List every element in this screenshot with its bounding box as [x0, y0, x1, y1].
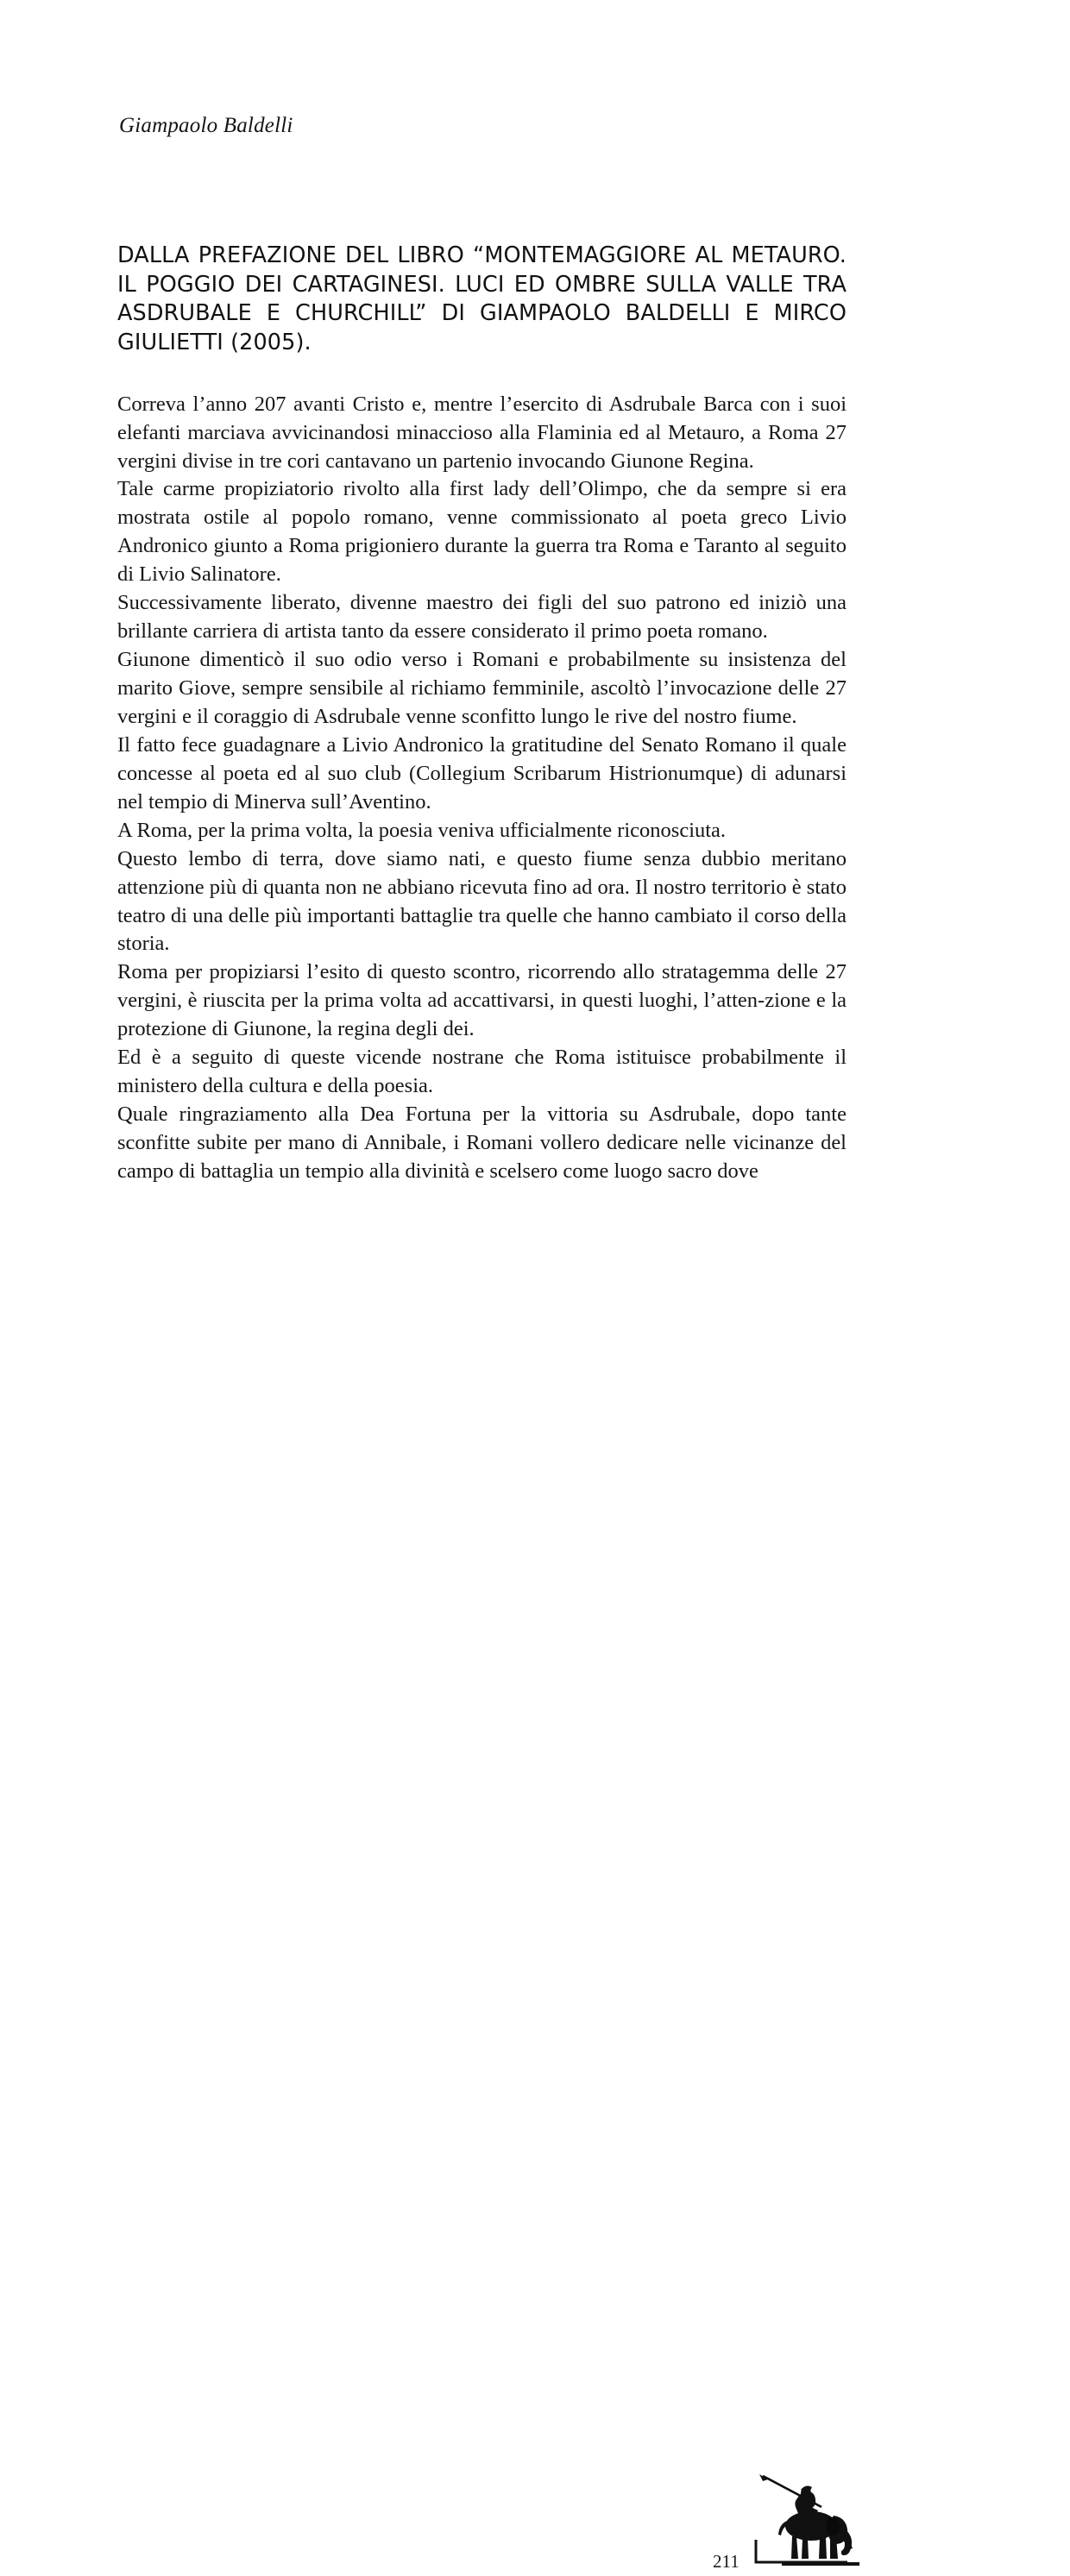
footer-rule — [756, 2536, 847, 2571]
paragraph: Il fatto fece guadagnare a Livio Andronico la gratitudine del Senato Romano il quale concesse al poeta ed al suo club (Collegium Scribarum Histrionumque) di adunarsi nel tempio di Minerva sull’Aventino. — [117, 732, 847, 814]
page-footer — [0, 1268, 1070, 2572]
page-content — [117, 114, 847, 1186]
paragraph: Successivamente liberato, divenne maestro dei figli del suo patrono ed iniziò una brillante carriera di artista tanto da essere considerato il primo poeta romano. — [117, 591, 847, 644]
paragraph: A Roma, per la prima volta, la poesia veniva ufficialmente riconosciuta. — [117, 818, 727, 842]
paragraph: Correva l’anno 207 avanti Cristo e, mentre l’esercito di Asdrubale Barca con i suoi elefanti marciava avvicinandosi minaccioso alla Flaminia ed al Metauro, a Roma 27 vergini divise in tre cori cantavano un partenio invocando Giunone Regina. — [117, 392, 847, 473]
paragraph: Tale carme propiziatorio rivolto alla first lady dell’Olimpo, che da sempre si era mostrata ostile al popolo romano, venne commissionato al poeta greco Livio Andronico giunto a Roma prigioniero durante la guerra tra Roma e Taranto al seguito di Livio Salinatore. — [117, 477, 847, 587]
section-heading: DALLA PREFAZIONE DEL LIBRO “MONTEMAGGIORE AL METAURO. IL POGGIO DEI CARTAGINESI. LUCI ED OMBRE SULLA VALLE TRA ASDRUBALE E CHURCHILL” DI GIAMPAOLO BALDELLI E MIRCO GIULIETTI (2005). — [117, 242, 847, 355]
body-text — [117, 391, 847, 1186]
page-number: 211 — [713, 2551, 740, 2572]
paragraph: Ed è a seguito di queste vicende nostrane che Roma istituisce probabilmente il ministero della cultura e della poesia. — [117, 1046, 847, 1098]
author-name: Giampaolo Baldelli — [119, 114, 293, 137]
paragraph: Questo lembo di terra, dove siamo nati, e questo fiume senza dubbio meritano attenzione più di quanta non ne abbiano ricevuta fino ad ora. Il nostro territorio è stato teatro di una delle più importanti battaglie tra quelle che hanno cambiato il corso della storia. — [117, 846, 847, 956]
paragraph: Giunone dimenticò il suo odio verso i Romani e probabilmente su insistenza del marito Giove, sempre sensibile al richiamo femminile, ascoltò l’invocazione delle 27 vergini e il coraggio di Asdrubale venne sconfitto lungo le rive del nostro fiume. — [117, 648, 847, 728]
paragraph: Roma per propiziarsi l’esito di questo scontro, ricorrendo allo stratagemma delle 27 vergini, è riuscita per la prima volta ad accattivarsi, in questi luoghi, l’atten-zione e la protezione di Giunone, la regina degli dei. — [117, 960, 847, 1041]
paragraph: Quale ringraziamento alla Dea Fortuna per la vittoria su Asdrubale, dopo tante sconfitte subite per mano di Annibale, i Romani vollero dedicare nelle vicinanze del campo di battaglia un tempio alla divinità e scelsero come luogo sacro dove — [117, 1103, 847, 1183]
